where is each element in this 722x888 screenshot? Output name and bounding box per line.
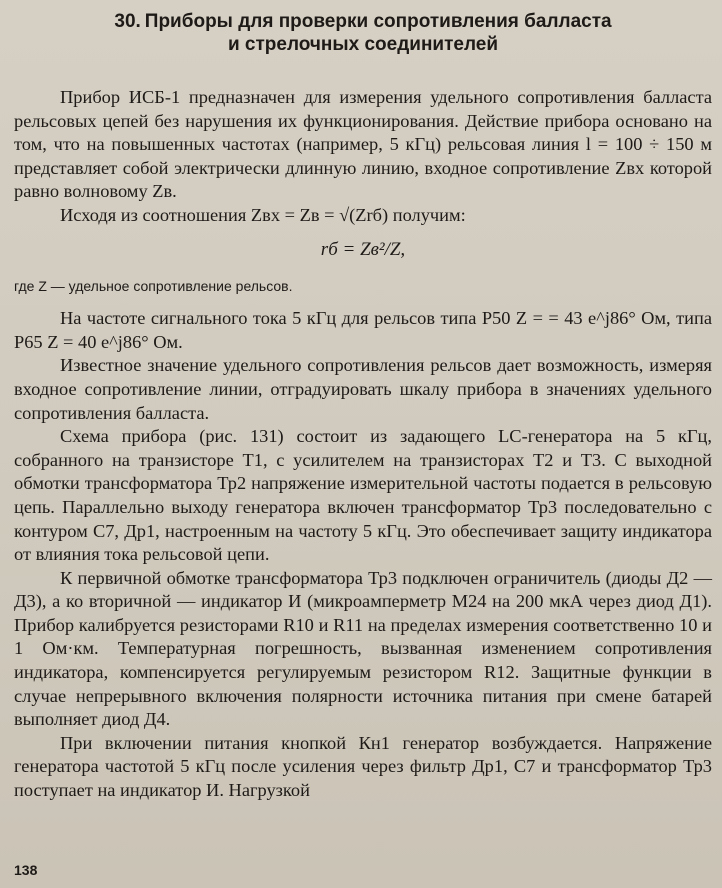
section-title-line1: Приборы для проверки сопротивления балласта (144, 11, 612, 32)
paragraph-5: Схема прибора (рис. 131) состоит из задающего LC-генератора на 5 кГц, собранного на транзисторе T1, с усилителем на транзисторах T2 и T3. С выходной обмотки трансформатора Тр2 напряжение измерительной частоты подается в рельсовую цепь. Параллельно выходу генератора включен трансформатор Тр3 последовательно с контуром C7, Др1, настроенным на частоту 5 кГц. Это обеспечивает защиту индикатора от влияния тока рельсовой цепи. (14, 426, 712, 565)
paragraph-4: Известное значение удельного сопротивления рельсов дает возможность, измеряя входное сопротивление линии, отградуировать шкалу прибора в значениях удельного сопротивления балласта. (14, 355, 712, 423)
section-number: 30. (114, 11, 141, 32)
section-title-line2: и стрелочных соединителей (227, 34, 499, 55)
paragraph-3: На частоте сигнального тока 5 кГц для рельсов типа Р50 Z = = 43 e^j86° Ом, типа Р65 Z = 40 e^j86° Ом. (14, 308, 712, 352)
page-number: 138 (14, 862, 38, 878)
formula: rб = Zв²/Z, (320, 238, 406, 260)
section-title (14, 10, 712, 56)
document-body (14, 86, 712, 803)
paragraph-6: К первичной обмотке трансформатора Тр3 подключен ограничитель (диоды Д2 — Д3), а ко вторичной — индикатор И (микроамперметр М24 на 200 мкА через диод Д1). Прибор калибруется резисторами R10 и R11 на пределах измерения соответственно 10 и 1 Ом·км. Температурная погрешность, вызванная изменением сопротивления индикатора, компенсируется регулируемым резистором R12. Защитные функции в случае непрерывного включения полярности источника питания при смене батарей выполняет диод Д4. (14, 567, 712, 730)
paragraph-2: Исходя из соотношения Zвх = Zв = √(Zrб) получим: (60, 204, 466, 225)
paragraph-7: При включении питания кнопкой Кн1 генератор возбуждается. Напряжение генератора частотой 5 кГц после усиления через фильтр Др1, С7 и трансформатор Тр3 поступает на индикатор И. Нагрузкой (14, 732, 712, 801)
paragraph-1: Прибор ИСБ-1 предназначен для измерения удельного сопротивления балласта рельсовых цепей без нарушения их функционирования. Действие прибора основано на том, что на повышенных частотах (например, 5 кГц) рельсовая линия l = 100 ÷ 150 м представляет собой электрически длинную линию, входное сопротивление Zвх которой равно волновому Zв. (14, 87, 712, 202)
formula-explanation: где Z — удельное сопротивление рельсов. (14, 278, 293, 295)
